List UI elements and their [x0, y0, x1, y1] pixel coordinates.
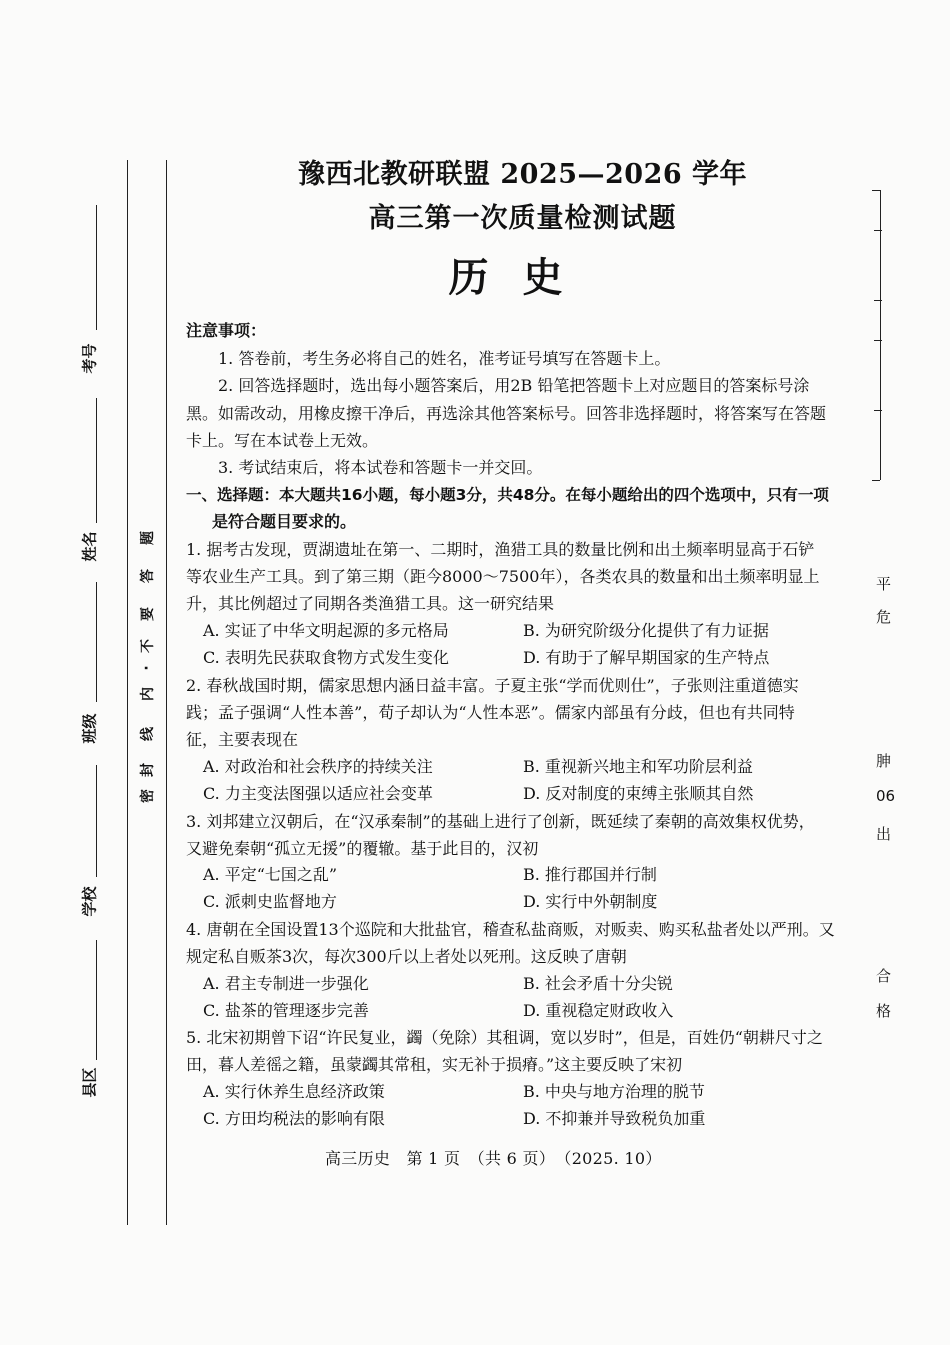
question-5-option-a: A. 实行休养生息经济政策: [203, 1082, 385, 1101]
question-2-text: 征，主要表现在: [186, 730, 299, 749]
question-5-option-d: D. 不抑兼并导致税负加重: [523, 1109, 706, 1128]
seal-char: 不: [140, 639, 156, 653]
question-3-text: 3. 刘邦建立汉朝后，在“汉承秦制”的基础上进行了创新，既延续了秦朝的高效集权优势，: [186, 812, 815, 831]
seal-char: 密: [140, 789, 156, 803]
question-1-text: 1. 据考古发现，贾湖遗址在第一、二期时，渔猎工具的数量比例和出土频率明显高于石铲: [186, 540, 815, 559]
section-title: 一、选择题：本大题共16小题，每小题3分，共48分。在每小题给出的四个选项中，只有一项: [186, 486, 829, 504]
binding-line-outer: [127, 160, 128, 1225]
notice-item-1: 1. 答卷前，考生务必将自己的姓名，准考证号填写在答题卡上。: [218, 349, 671, 368]
notice-heading: 注意事项：: [186, 321, 267, 340]
question-5-text: 田，暮人差徭之籍，虽蒙蠲其常租，实无补于损瘠。”这主要反映了宋初: [186, 1055, 683, 1074]
question-2-text: 2. 春秋战国时期，儒家思想内涵日益丰富。子夏主张“学而优则仕”，子张则注重道德实: [186, 676, 799, 695]
subject-title: 历史: [448, 254, 597, 301]
notice-item-2: 2. 回答选择题时，选出每小题答案后，用2B 铅笔把答题卡上对应题目的答案标号涂: [218, 376, 810, 395]
field-line-xuexiao: [96, 765, 97, 877]
field-label-xianqu: 县区: [80, 1067, 99, 1098]
seal-char: 题: [140, 531, 156, 545]
field-label-xuexiao: 学校: [80, 886, 99, 917]
question-1-option-a: A. 实证了中华文明起源的多元格局: [203, 621, 449, 640]
field-label-kaohao: 考号: [80, 343, 99, 374]
field-line-banji: [96, 582, 97, 702]
question-4-text: 4. 唐朝在全国设置13个巡院和大批盐官，稽查私盐商贩，对贩卖、购买私盐者处以严刑。又: [186, 920, 835, 939]
field-label-xingming: 姓名: [80, 531, 99, 562]
seal-char: 要: [140, 607, 156, 621]
bracket-tick: [874, 340, 882, 341]
question-1-text: 等农业生产工具。到了第三期（距今8000～7500年），各类农具的数量和出土频率明显上: [186, 567, 820, 586]
binding-line-inner: [166, 160, 167, 1225]
notice-item-2-cont: 卡上。写在本试卷上无效。: [186, 431, 379, 450]
question-3-text: 又避免秦朝“孤立无援”的覆辙。基于此目的，汉初: [186, 839, 539, 858]
notice-item-3: 3. 考试结束后，将本试卷和答题卡一并交回。: [218, 458, 543, 477]
question-2-option-d: D. 反对制度的束缚主张顺其自然: [523, 784, 754, 803]
field-label-banji: 班级: [80, 713, 99, 744]
exam-title-line2: 高三第一次质量检测试题: [368, 203, 677, 234]
question-3-option-a: A. 平定“七国之乱”: [203, 865, 338, 884]
seal-char: ·: [139, 665, 155, 671]
question-2-option-a: A. 对政治和社会秩序的持续关注: [203, 757, 433, 776]
question-1-option-b: B. 为研究阶级分化提供了有力证据: [523, 621, 769, 640]
bracket-tick: [872, 480, 880, 481]
seal-char: 答: [140, 569, 156, 583]
section-title-cont: 是符合题目要求的。: [212, 512, 357, 531]
question-3-option-b: B. 推行郡国并行制: [523, 865, 657, 884]
question-4-option-a: A. 君主专制进一步强化: [203, 974, 369, 993]
question-4-option-d: D. 重视稳定财政收入: [523, 1001, 674, 1020]
seal-char: 内: [140, 687, 156, 701]
question-1-option-c: C. 表明先民获取食物方式发生变化: [203, 648, 449, 667]
edge-fragment: 出: [876, 825, 892, 843]
question-3-option-c: C. 派刺史监督地方: [203, 892, 337, 911]
field-line-xingming: [96, 398, 97, 523]
field-line-xianqu: [96, 940, 97, 1060]
notice-item-2-cont: 黑。如需改动，用橡皮擦干净后，再选涂其他答案标号。回答非选择题时，将答案写在答题: [186, 404, 827, 423]
question-4-text: 规定私自贩茶3次，每次300斤以上者处以死刑。这反映了唐朝: [186, 947, 627, 966]
edge-fragment: 格: [876, 1002, 892, 1020]
question-4-option-c: C. 盐茶的管理逐步完善: [203, 1001, 369, 1020]
question-5-text: 5. 北宋初期曾下诏“许民复业，蠲（免除）其租调，宽以岁时”，但是，百姓仍“朝耕尺寸之: [186, 1028, 823, 1047]
question-2-text: 践；孟子强调“人性本善”，荀子却认为“人性本恶”。儒家内部虽有分歧，但也有共同特: [186, 703, 795, 722]
question-4-option-b: B. 社会矛盾十分尖锐: [523, 974, 673, 993]
question-5-option-b: B. 中央与地方治理的脱节: [523, 1082, 705, 1101]
question-1-option-d: D. 有助于了解早期国家的生产特点: [523, 648, 770, 667]
seal-char: 封: [140, 763, 156, 777]
edge-fragment: 危: [876, 608, 892, 626]
page-footer: 高三历史 第 1 页 （共 6 页） （2025. 10）: [325, 1149, 662, 1168]
edge-fragment: 合: [876, 967, 892, 985]
question-3-option-d: D. 实行中外朝制度: [523, 892, 658, 911]
question-2-option-c: C. 力主变法图强以适应社会变革: [203, 784, 433, 803]
edge-fragment: 06: [876, 787, 896, 805]
edge-fragment: 平: [876, 575, 892, 593]
question-5-option-c: C. 方田均税法的影响有限: [203, 1109, 385, 1128]
edge-fragment: 胂: [876, 752, 892, 770]
bracket-tick: [874, 410, 882, 411]
question-2-option-b: B. 重视新兴地主和军功阶层利益: [523, 757, 753, 776]
question-1-text: 升，其比例超过了同期各类渔猎工具。这一研究结果: [186, 594, 555, 613]
exam-title-line1: 豫西北教研联盟 2025—2026 学年: [297, 159, 748, 190]
seal-char: 线: [140, 727, 156, 741]
